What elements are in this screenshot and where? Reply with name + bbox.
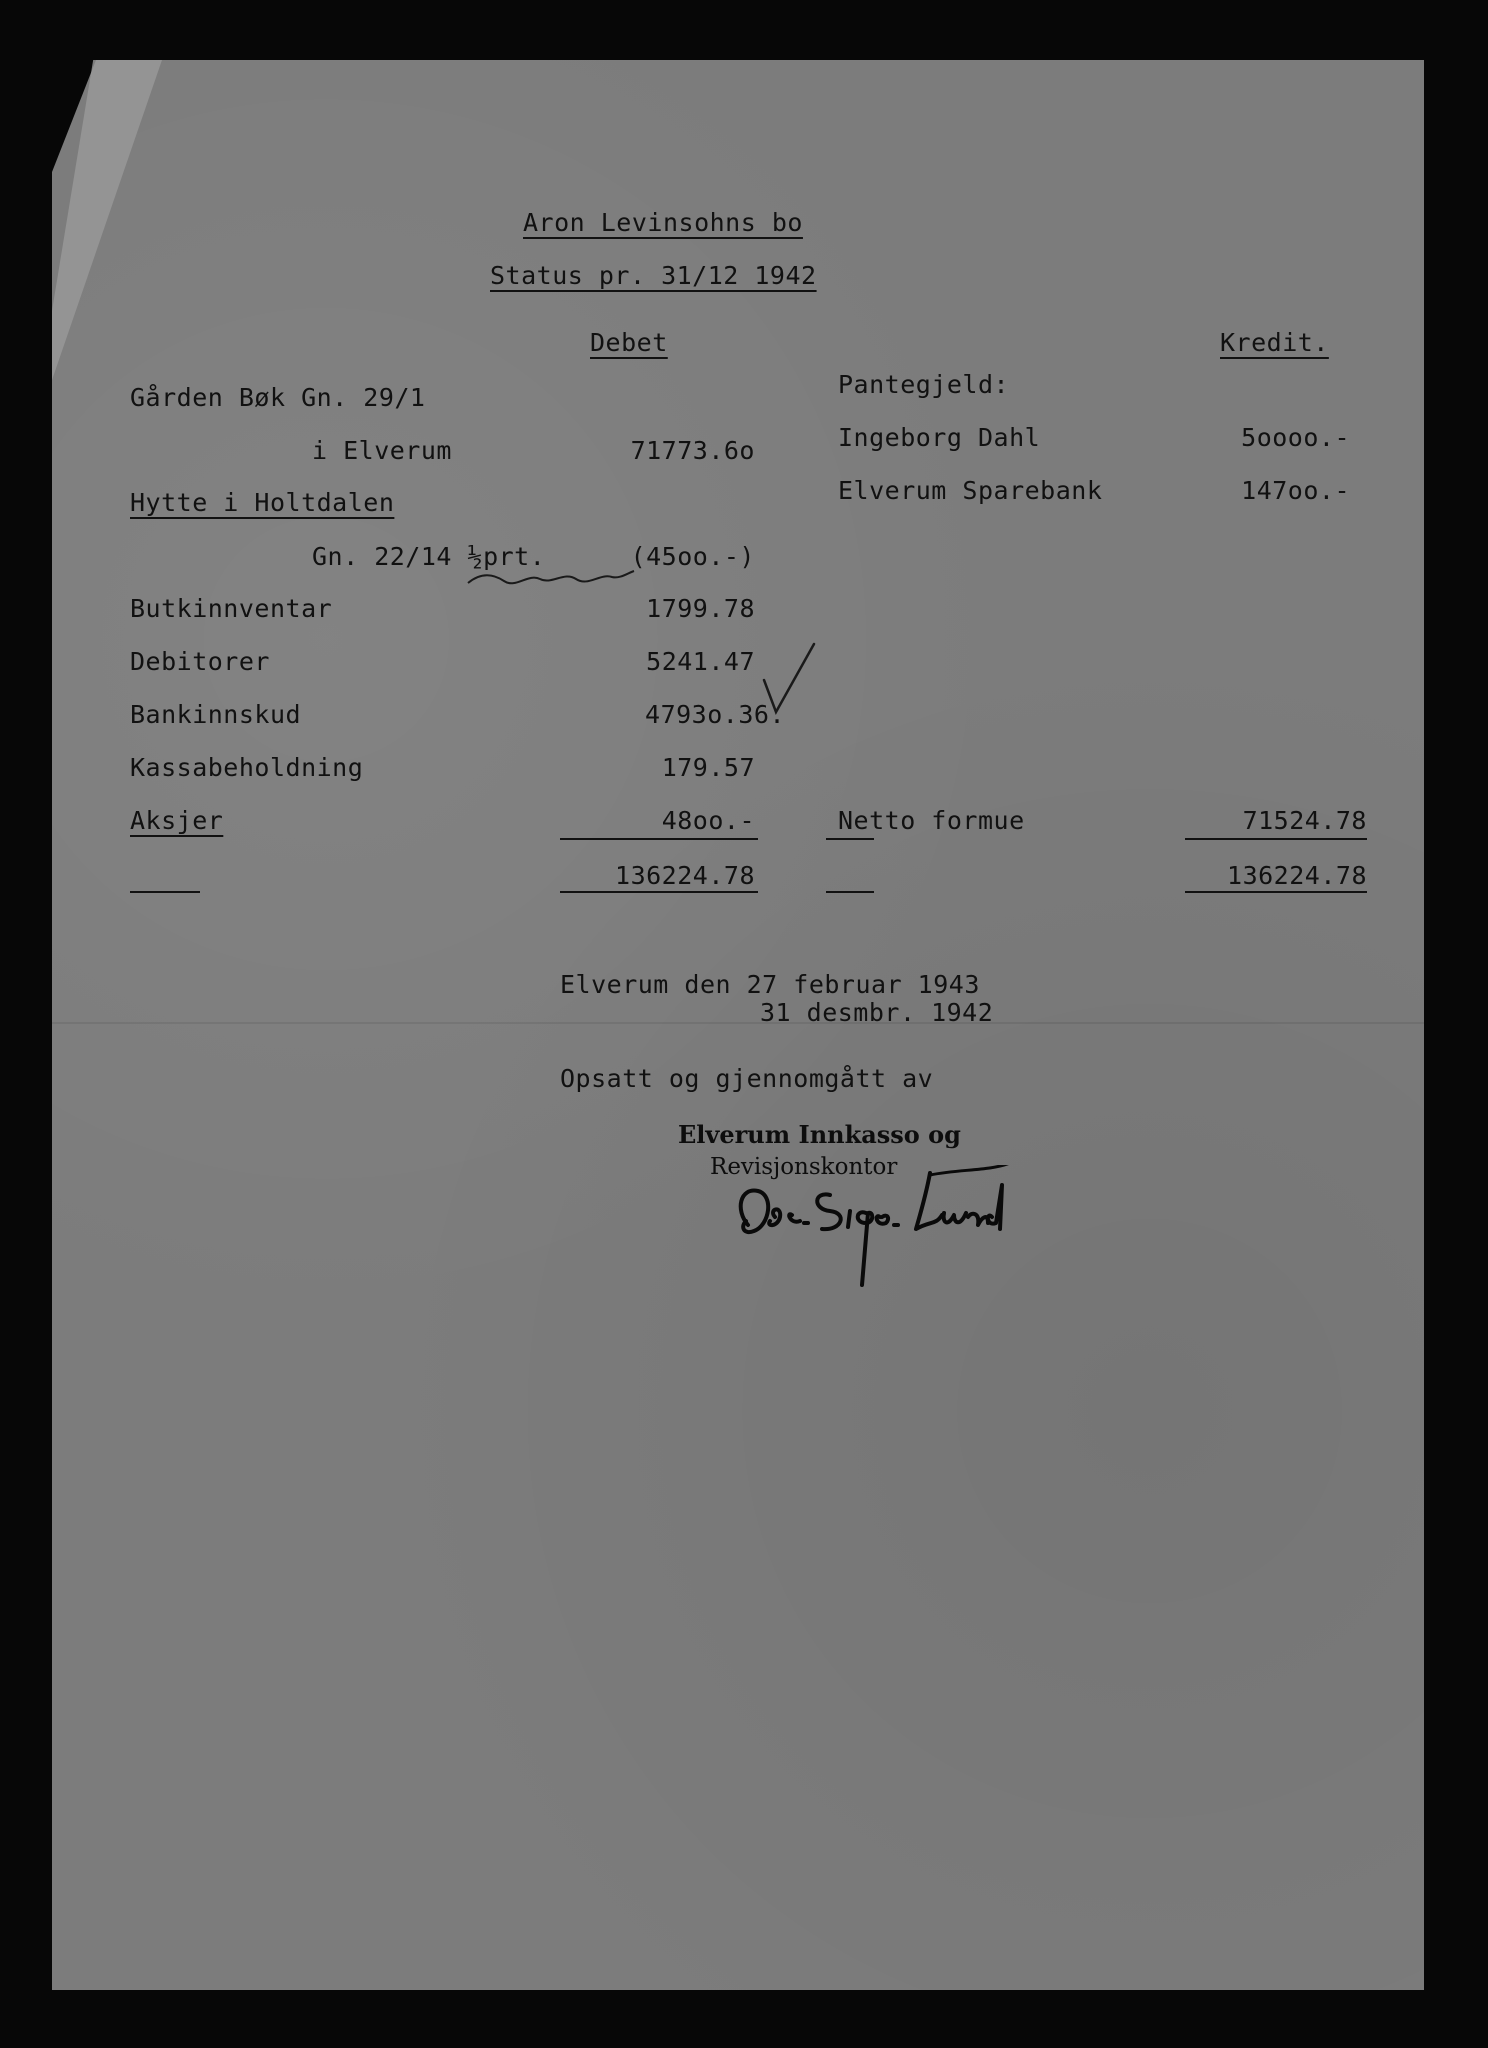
netto-blank-rule — [826, 838, 874, 840]
debet-header: Debet — [590, 328, 668, 357]
debet-total: 136224.78 — [615, 861, 755, 890]
kredit-label-sparebank: Elverum Sparebank — [838, 476, 1103, 505]
kredit-amount-sparebank: 147oo.- — [1241, 476, 1350, 505]
debet-label-gn: Gn. 22/14 ½prt. — [312, 542, 546, 571]
document-paper — [52, 60, 1424, 1990]
kredit-amount-ingeborg: 5oooo.- — [1241, 423, 1350, 452]
date-correction: 31 desmbr. 1942 — [760, 998, 994, 1027]
debet-sum-rule — [560, 838, 758, 840]
prepared-by: Opsatt og gjennomgått av — [560, 1064, 934, 1093]
debet-amount-hytte: (45oo.-) — [630, 542, 755, 571]
netto-formue-amount: 71524.78 — [1242, 806, 1367, 835]
kredit-header: Kredit. — [1220, 328, 1329, 357]
debet-amount-kassa: 179.57 — [661, 753, 755, 782]
kredit-label-ingeborg: Ingeborg Dahl — [838, 423, 1041, 452]
place-date: Elverum den 27 februar 1943 — [560, 970, 980, 999]
debet-label-debitorer: Debitorer — [130, 647, 270, 676]
handwritten-signature — [730, 1165, 1020, 1295]
document-title: Aron Levinsohns bo — [523, 208, 803, 237]
debet-label-aksjer: Aksjer — [130, 806, 224, 835]
debet-amount-butikk: 1799.78 — [646, 594, 755, 623]
kredit-label-pantegjeld: Pantegjeld: — [838, 370, 1010, 399]
kredit-total: 136224.78 — [1227, 861, 1367, 890]
debet-label-bank: Bankinnskud — [130, 700, 302, 729]
debet-label-butikk: Butkinnventar — [130, 594, 333, 623]
debet-total-rule — [560, 891, 758, 893]
kredit-sum-rule — [1185, 838, 1367, 840]
kredit-total-rule — [1185, 891, 1367, 893]
debet-amount-aksjer: 48oo.- — [661, 806, 755, 835]
debet-label-elverum: i Elverum — [312, 436, 452, 465]
debet-amount-bank: 4793o.36. — [645, 700, 785, 729]
paper-crease — [52, 1022, 1424, 1024]
wavy-strike-mark — [466, 567, 636, 591]
check-mark-icon — [760, 640, 820, 720]
stamp-line-2: Revisjonskontor — [710, 1154, 898, 1180]
kredit-blank-rule — [826, 891, 874, 893]
netto-formue-label: Netto formue — [838, 806, 1025, 835]
debet-label-kassa: Kassabeholdning — [130, 753, 364, 782]
debet-blank-rule — [130, 891, 200, 893]
debet-amount-gaarden: 71773.6o — [630, 436, 755, 465]
debet-label-hytte: Hytte i Holtdalen — [130, 488, 395, 517]
debet-amount-debitorer: 5241.47 — [646, 647, 755, 676]
debet-label-gaarden: Gården Bøk Gn. 29/1 — [130, 383, 426, 412]
stamp-line-1: Elverum Innkasso og — [678, 1120, 961, 1149]
document-subtitle: Status pr. 31/12 1942 — [490, 261, 817, 290]
